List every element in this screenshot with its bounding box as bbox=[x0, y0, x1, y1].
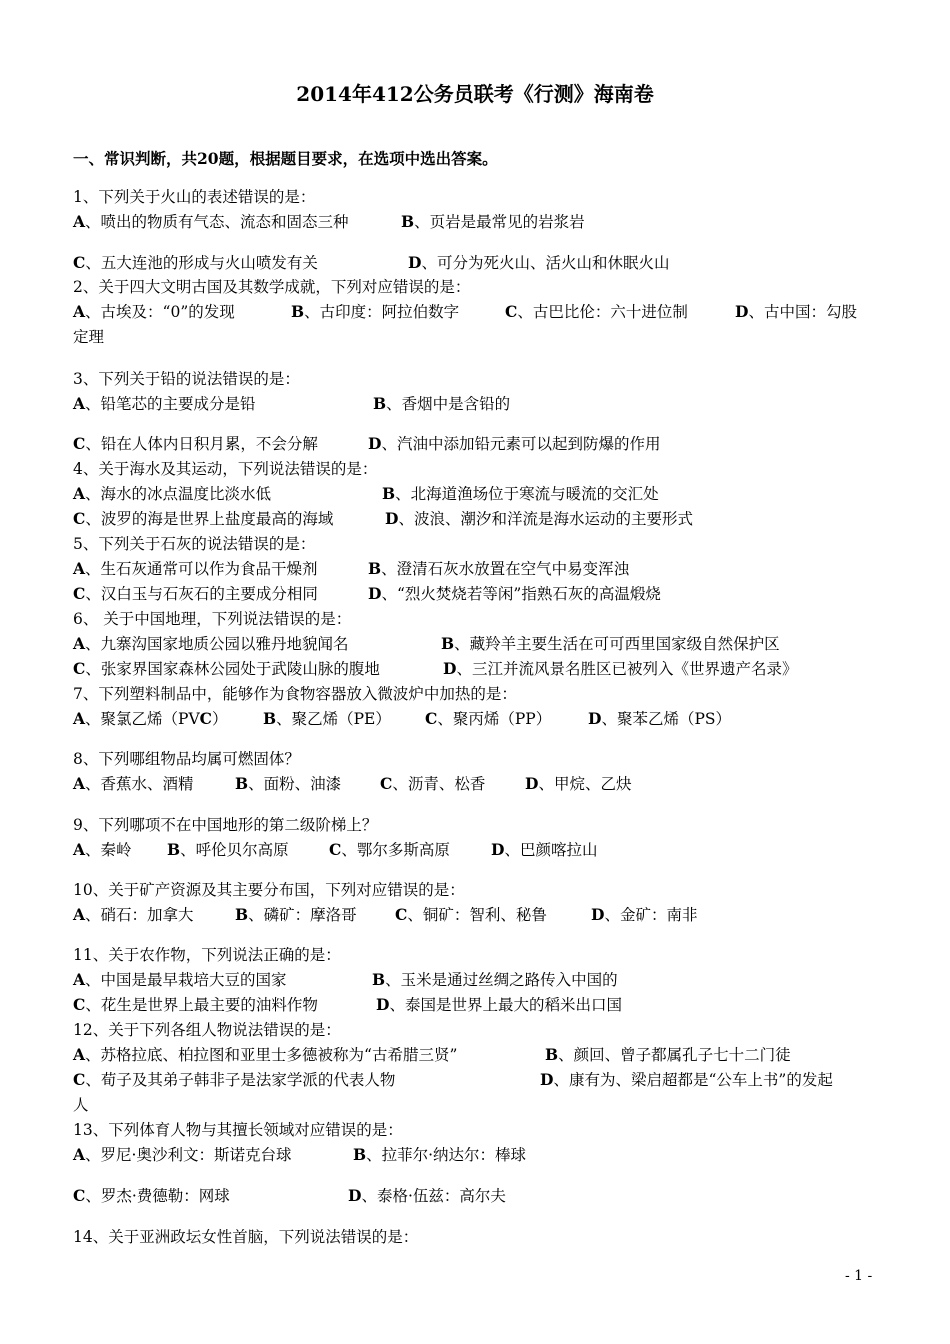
option-a: A、九寨沟国家地质公园以雅丹地貌闻名 bbox=[73, 634, 349, 653]
option-b: B、古印度：阿拉伯数字 bbox=[291, 302, 460, 321]
question-4-stem: 4、关于海水及其运动，下列说法错误的是： bbox=[73, 460, 378, 478]
question-10-stem: 10、关于矿产资源及其主要分布国，下列对应错误的是： bbox=[73, 881, 465, 899]
option-d: D、甲烷、乙炔 bbox=[525, 774, 632, 793]
page-title: 2014年412公务员联考《行测》海南卷 bbox=[296, 82, 654, 106]
question-13-stem: 13、下列体育人物与其擅长领域对应错误的是： bbox=[73, 1121, 403, 1139]
question-13-options-ab bbox=[73, 1143, 527, 1165]
option-a: A、古埃及：“0”的发现 bbox=[73, 302, 235, 321]
option-b: B、藏羚羊主要生活在可可西里国家级自然保护区 bbox=[441, 634, 780, 653]
question-4-options-ab bbox=[73, 482, 659, 504]
question-4-options-cd bbox=[73, 507, 693, 529]
question-6-stem: 6、 关于中国地理，下列说法错误的是： bbox=[73, 610, 352, 628]
option-b: B、聚乙烯（PE） bbox=[263, 709, 391, 728]
option-c: C、波罗的海是世界上盐度最高的海域 bbox=[73, 509, 334, 528]
option-d: D、聚苯乙烯（PS） bbox=[588, 709, 732, 728]
question-11-options-cd bbox=[73, 993, 622, 1015]
option-a: A、秦岭 bbox=[73, 840, 132, 859]
option-c: C、花生是世界上最主要的油料作物 bbox=[73, 995, 318, 1014]
option-b: B、北海道渔场位于寒流与暖流的交汇处 bbox=[382, 484, 659, 503]
option-c: C、荀子及其弟子韩非子是法家学派的代表人物 bbox=[73, 1070, 396, 1089]
question-13-options-cd bbox=[73, 1184, 506, 1206]
option-c: C、汉白玉与石灰石的主要成分相同 bbox=[73, 584, 318, 603]
question-7-options bbox=[73, 707, 732, 729]
question-11-options-ab bbox=[73, 968, 618, 990]
question-8-stem: 8、下列哪组物品均属可燃固体？ bbox=[73, 750, 300, 768]
question-12-options-ab bbox=[73, 1043, 791, 1065]
option-a: A、生石灰通常可以作为食品干燥剂 bbox=[73, 559, 318, 578]
question-3-options-cd bbox=[73, 432, 661, 454]
option-c: C、鄂尔多斯高原 bbox=[329, 840, 450, 859]
option-d: D、古中国：勾股 bbox=[735, 302, 857, 321]
question-14-stem: 14、关于亚洲政坛女性首脑，下列说法错误的是： bbox=[73, 1228, 419, 1246]
option-a: A、喷出的物质有气态、流态和固态三种 bbox=[73, 212, 349, 231]
option-d: D、可分为死火山、活火山和休眠火山 bbox=[408, 253, 670, 272]
question-6-options-ab bbox=[73, 632, 780, 654]
question-2-stem: 2、关于四大文明古国及其数学成就，下列对应错误的是： bbox=[73, 278, 471, 296]
section-heading: 一、常识判断，共20题，根据题目要求，在选项中选出答案。 bbox=[73, 149, 498, 168]
option-a: A、海水的冰点温度比淡水低 bbox=[73, 484, 272, 503]
question-1-options-ab bbox=[73, 210, 585, 232]
question-3-stem: 3、下列关于铅的说法错误的是： bbox=[73, 370, 300, 388]
option-a: A、硝石：加拿大 bbox=[73, 905, 194, 924]
option-b: B、玉米是通过丝绸之路传入中国的 bbox=[372, 970, 618, 989]
page-number: - 1 - bbox=[845, 1268, 873, 1284]
option-b: B、页岩是最常见的岩浆岩 bbox=[401, 212, 585, 231]
option-c: C、张家界国家森林公园处于武陵山脉的腹地 bbox=[73, 659, 380, 678]
question-6-options-cd bbox=[73, 657, 798, 679]
option-d: D、泰格·伍兹：高尔夫 bbox=[348, 1186, 506, 1205]
question-12-option-d-continued: 人 bbox=[73, 1096, 89, 1114]
option-c: C、铜矿：智利、秘鲁 bbox=[395, 905, 547, 924]
option-c: C、古巴比伦：六十进位制 bbox=[505, 302, 688, 321]
option-d: D、汽油中添加铅元素可以起到防爆的作用 bbox=[368, 434, 661, 453]
option-b: B、澄清石灰水放置在空气中易变浑浊 bbox=[368, 559, 630, 578]
option-b: B、面粉、油漆 bbox=[235, 774, 342, 793]
option-a: A、聚氯乙烯（PVC） bbox=[73, 709, 228, 728]
question-3-options-ab bbox=[73, 392, 511, 414]
option-a: A、苏格拉底、柏拉图和亚里士多德被称为“古希腊三贤” bbox=[73, 1045, 458, 1064]
option-c: C、五大连池的形成与火山喷发有关 bbox=[73, 253, 318, 272]
option-d: D、三江并流风景名胜区已被列入《世界遗产名录》 bbox=[443, 659, 798, 678]
option-a: A、铅笔芯的主要成分是铅 bbox=[73, 394, 256, 413]
option-b: B、磷矿：摩洛哥 bbox=[235, 905, 357, 924]
option-c: C、罗杰·费德勒：网球 bbox=[73, 1186, 230, 1205]
question-1-stem: 1、下列关于火山的表述错误的是： bbox=[73, 188, 316, 206]
question-9-stem: 9、下列哪项不在中国地形的第二级阶梯上？ bbox=[73, 816, 378, 834]
option-d: D、泰国是世界上最大的稻米出口国 bbox=[376, 995, 622, 1014]
option-d: D、巴颜喀拉山 bbox=[491, 840, 598, 859]
option-b: B、颜回、曾子都属孔子七十二门徒 bbox=[545, 1045, 791, 1064]
question-5-stem: 5、下列关于石灰的说法错误的是： bbox=[73, 535, 316, 553]
question-1-options-cd bbox=[73, 251, 670, 273]
question-12-options-cd bbox=[73, 1068, 833, 1090]
question-5-options-ab bbox=[73, 557, 630, 579]
question-9-options bbox=[73, 838, 598, 860]
option-d: D、“烈火焚烧若等闲”指熟石灰的高温煅烧 bbox=[368, 584, 661, 603]
option-d: D、波浪、潮汐和洋流是海水运动的主要形式 bbox=[385, 509, 693, 528]
option-c: C、聚丙烯（PP） bbox=[425, 709, 552, 728]
question-7-stem: 7、下列塑料制品中，能够作为食物容器放入微波炉中加热的是： bbox=[73, 685, 517, 703]
question-11-stem: 11、关于农作物，下列说法正确的是： bbox=[73, 946, 341, 964]
option-d: D、金矿：南非 bbox=[591, 905, 698, 924]
option-b: B、呼伦贝尔高原 bbox=[167, 840, 289, 859]
option-c: C、铅在人体内日积月累，不会分解 bbox=[73, 434, 318, 453]
question-8-options bbox=[73, 772, 632, 794]
option-a: A、罗尼·奥沙利文：斯诺克台球 bbox=[73, 1145, 292, 1164]
question-2-options bbox=[73, 300, 857, 322]
option-c: C、沥青、松香 bbox=[380, 774, 486, 793]
option-b: B、香烟中是含铅的 bbox=[373, 394, 511, 413]
option-b: B、拉菲尔·纳达尔：棒球 bbox=[353, 1145, 527, 1164]
option-d: D、康有为、梁启超都是“公车上书”的发起 bbox=[540, 1070, 833, 1089]
question-5-options-cd bbox=[73, 582, 661, 604]
question-12-stem: 12、关于下列各组人物说法错误的是： bbox=[73, 1021, 341, 1039]
option-a: A、香蕉水、酒精 bbox=[73, 774, 194, 793]
question-2-option-d-continued: 定理 bbox=[73, 328, 105, 346]
option-a: A、中国是最早栽培大豆的国家 bbox=[73, 970, 287, 989]
question-10-options bbox=[73, 903, 698, 925]
